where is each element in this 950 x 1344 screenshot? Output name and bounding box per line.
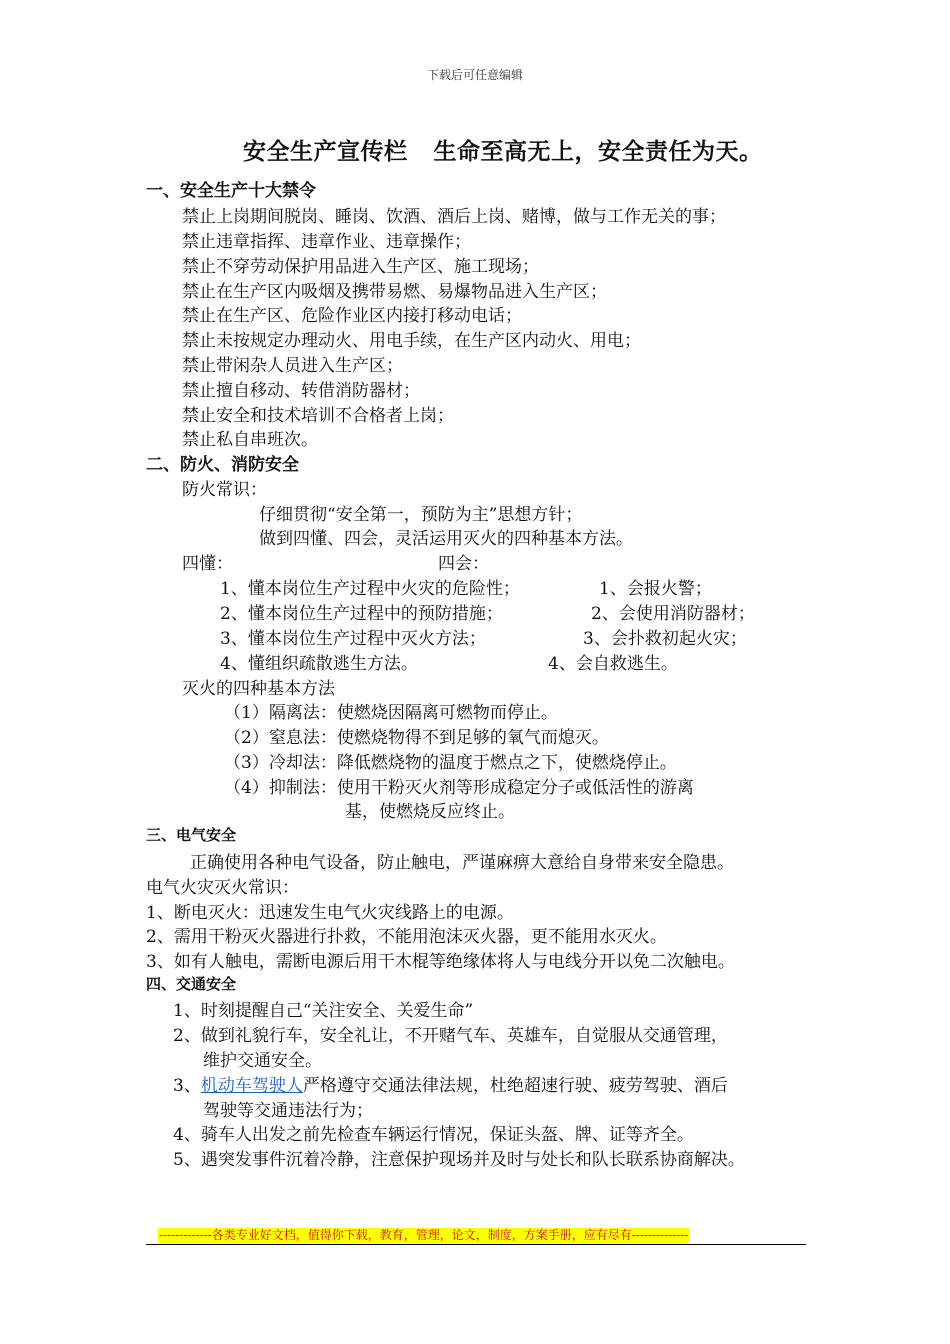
section-2-heading: 二、防火、消防安全 <box>146 455 299 475</box>
ban-item: 禁止安全和技术培训不合格者上岗； <box>182 406 454 426</box>
electric-item: 1、断电灭火：迅速发生电气火灾线路上的电源。 <box>146 903 514 923</box>
method-item-cont: 基，使燃烧反应终止。 <box>345 802 515 822</box>
can-item: 2、会使用消防器材； <box>591 604 755 624</box>
fire-common-line: 仔细贯彻“安全第一，预防为主”思想方针； <box>259 505 583 525</box>
ban-item: 禁止不穿劳动保护用品进入生产区、施工现场； <box>182 257 539 277</box>
traffic-item: 5、遇突发事件沉着冷静，注意保护现场并及时与处长和队长联系协商解决。 <box>173 1150 745 1170</box>
can-item: 1、会报火警； <box>599 579 712 599</box>
footer-divider <box>146 1244 806 1245</box>
four-understand-label: 四懂： <box>182 554 233 574</box>
method-item: （4）抑制法：使用干粉灭火剂等形成稳定分子或低活性的游离 <box>224 778 694 798</box>
title-slogan: 生命至高无上，安全责任为天。 <box>433 138 763 165</box>
ban-item: 禁止擅自移动、转借消防器材； <box>182 381 420 401</box>
ban-item: 禁止带闲杂人员进入生产区； <box>182 356 403 376</box>
four-can-label: 四会： <box>438 554 489 574</box>
fire-common-line: 做到四懂、四会，灵活运用灭火的四种基本方法。 <box>259 529 633 549</box>
ban-item: 禁止在生产区内吸烟及携带易燃、易爆物品进入生产区； <box>182 282 607 302</box>
electric-sub: 电气火灾灭火常识： <box>146 878 299 898</box>
section-3-heading: 三、电气安全 <box>146 826 237 844</box>
can-item: 3、会扑救初起火灾； <box>583 629 747 649</box>
ban-item: 禁止私自串班次。 <box>182 430 318 450</box>
methods-label: 灭火的四种基本方法 <box>182 679 335 699</box>
understand-item: 3、懂本岗位生产过程中灭火方法； <box>220 629 486 649</box>
page-header: 下载后可任意编辑 <box>426 68 523 82</box>
understand-item: 1、懂本岗位生产过程中火灾的危险性； <box>220 579 520 599</box>
section-4-heading: 四、交通安全 <box>146 975 237 993</box>
driver-link[interactable]: 机动车驾驶人 <box>200 1076 303 1096</box>
method-item: （3）冷却法：降低燃烧物的温度于燃点之下，使燃烧停止。 <box>224 753 677 773</box>
electric-item: 2、需用干粉灭火器进行扑救，不能用泡沫灭火器，更不能用水灭火。 <box>146 927 667 947</box>
ban-item: 禁止违章指挥、违章作业、违章操作； <box>182 232 471 252</box>
footer-banner: -------------各类专业好文档，值得你下载，教育，管理，论文，制度，方案手册，应有尽有-------------- <box>159 1228 689 1242</box>
traffic-item-cont: 驾驶等交通违法行为； <box>203 1101 373 1121</box>
can-item: 4、会自救逃生。 <box>548 654 678 674</box>
ban-item: 禁止在生产区、危险作业区内接打移动电话； <box>182 306 522 326</box>
traffic-item: 2、做到礼貌行车，安全礼让，不开赌气车、英雄车，自觉服从交通管理， <box>173 1026 728 1046</box>
understand-item: 4、懂组织疏散逃生方法。 <box>220 654 418 674</box>
traffic-item-cont: 维护交通安全。 <box>203 1051 322 1071</box>
electric-item: 3、如有人触电，需断电源后用干木棍等绝缘体将人与电线分开以免二次触电。 <box>146 952 735 972</box>
method-item: （2）窒息法：使燃烧物得不到足够的氧气而熄灭。 <box>224 728 609 748</box>
section-1-heading: 一、安全生产十大禁令 <box>146 181 316 201</box>
traffic-item: 1、时刻提醒自己“关注安全、关爱生命” <box>173 1001 474 1021</box>
method-item: （1）隔离法：使燃烧因隔离可燃物而停止。 <box>224 703 558 723</box>
page-title <box>243 133 763 166</box>
ban-item: 禁止未按规定办理动火、用电手续，在生产区内动火、用电； <box>182 331 641 351</box>
title-main: 安全生产宣传栏 <box>243 138 408 165</box>
ban-item: 禁止上岗期间脱岗、睡岗、饮酒、酒后上岗、赌博，做与工作无关的事； <box>182 207 726 227</box>
traffic-item-prefix: 3、 <box>173 1076 201 1096</box>
understand-item: 2、懂本岗位生产过程中的预防措施； <box>220 604 503 624</box>
electric-intro: 正确使用各种电气设备，防止触电，严谨麻痹大意给自身带来安全隐患。 <box>190 853 734 873</box>
traffic-item: 4、骑车人出发之前先检查车辆运行情况，保证头盔、牌、证等齐全。 <box>173 1125 694 1145</box>
fire-common-label: 防火常识： <box>182 480 267 500</box>
traffic-item-rest: 严格遵守交通法律法规，杜绝超速行驶、疲劳驾驶、酒后 <box>302 1076 728 1096</box>
traffic-item <box>173 1071 728 1096</box>
